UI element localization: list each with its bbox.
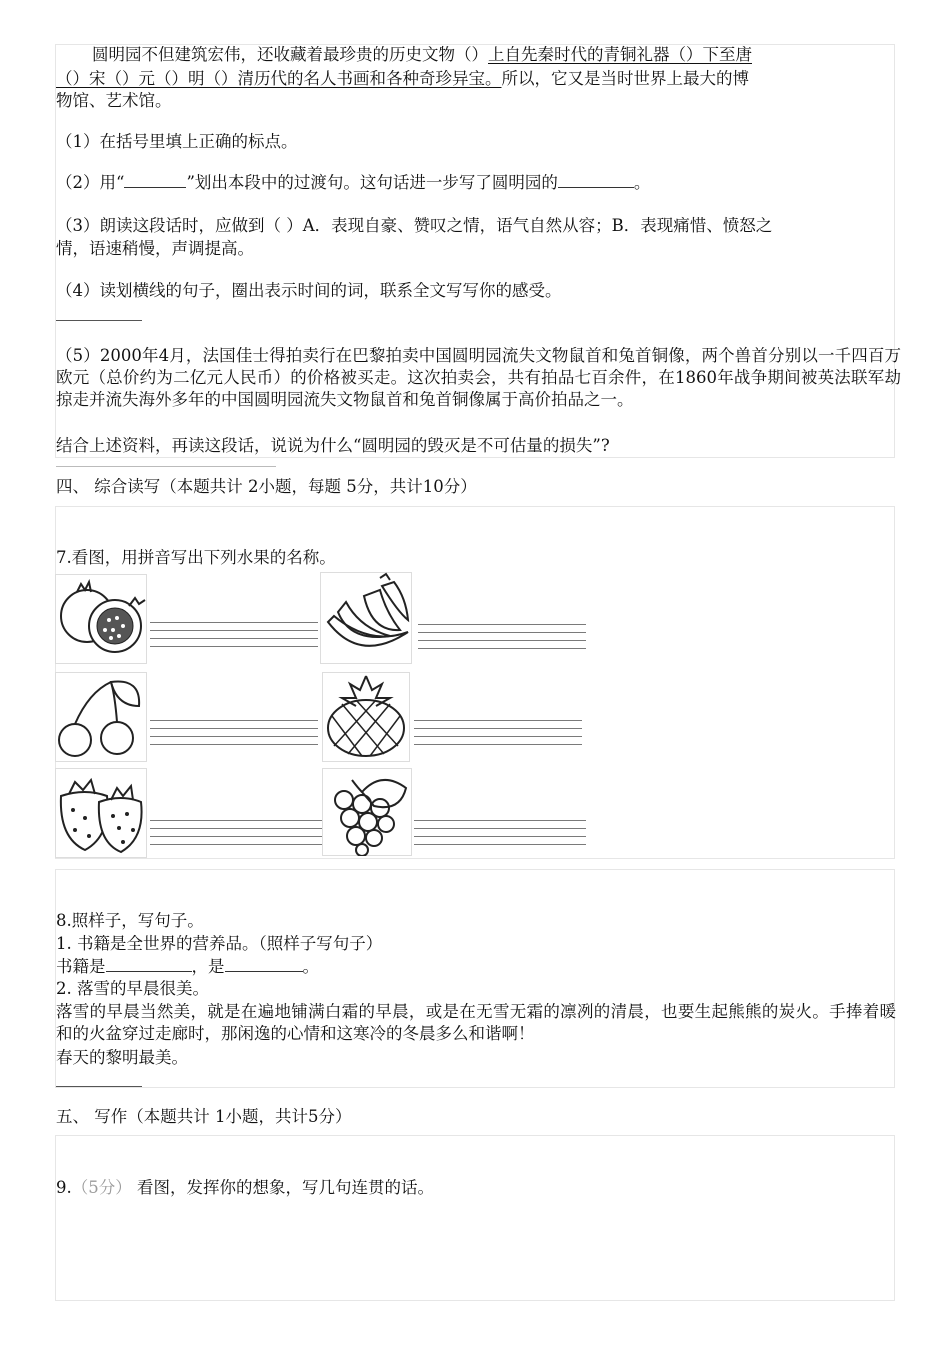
q6-sub3-line1: （3）朗读这段话时，应做到（ ）A．表现自豪、赞叹之情，语气自然从容；B．表现痛惜、愤怒之	[56, 216, 773, 235]
grapes-icon	[322, 768, 412, 856]
answer-lines-grapes[interactable]	[414, 820, 586, 852]
q8-answer-line[interactable]	[56, 1086, 142, 1087]
q8-blank1[interactable]	[106, 957, 192, 972]
answer-lines-pomegranate[interactable]	[150, 622, 318, 654]
q6-sub5-question: 结合上述资料，再读这段话，说说为什么“圆明园的毁灭是不可估量的损失”?	[56, 436, 610, 455]
q6-underlined-text: 上自先秦时代的青铜礼器（）下至唐	[488, 45, 752, 64]
q8-item1: 1. 书籍是全世界的营养品。（照样子写句子）	[56, 934, 383, 953]
q6-text: 所以，它又是当时世界上最大的博	[501, 69, 749, 88]
q6-answer-line[interactable]	[56, 320, 142, 321]
q8-text: 书籍是	[56, 957, 106, 976]
q6-sub2-blank1[interactable]	[124, 173, 186, 188]
answer-lines-cherry[interactable]	[150, 720, 318, 752]
q6-sub5: （5）2000年4月，法国佳士得拍卖行在巴黎拍卖中国圆明园流失文物鼠首和兔首铜像，两个兽首分别以一千四百万欧元（总价约为二亿元人民币）的价格被买走。这次拍卖会，共有拍品七百余件，在1860年战争期间被英法联军劫掠走并流失海外多年的中国圆明园流失文物鼠首和兔首铜像属于高价拍品之一。	[56, 346, 901, 409]
strawberry-icon	[55, 768, 147, 858]
q9-number: 9.	[56, 1178, 72, 1197]
q6-sub3-line2: 情，语速稍慢，声调提高。	[56, 239, 254, 258]
q6-sub2-text: ”划出本段中的过渡句。这句话进一步写了圆明园的	[186, 173, 558, 192]
q8-item2: 2. 落雪的早晨很美。	[56, 979, 209, 998]
q8-text: ，是	[191, 957, 225, 976]
q6-text: 圆明园不但建筑宏伟，还收藏着最珍贵的历史文物（）	[92, 45, 488, 64]
answer-lines-strawberry[interactable]	[150, 820, 322, 852]
q6-paragraph-line3: 物馆、艺术馆。	[56, 91, 172, 110]
q8-item2-prompt: 春天的黎明最美。	[56, 1048, 188, 1067]
q6-sub2-text: （2）用“	[56, 173, 125, 192]
pineapple-icon	[322, 672, 410, 762]
section-divider	[56, 466, 276, 467]
q8-text: 。	[302, 957, 319, 976]
q6-sub2-blank2[interactable]	[558, 173, 634, 188]
q8-blank2[interactable]	[225, 957, 303, 972]
question-9-box	[55, 1135, 895, 1301]
answer-lines-pineapple[interactable]	[414, 720, 582, 752]
banana-icon	[320, 572, 412, 664]
q6-sub4: （4）读划横线的句子，圈出表示时间的词，联系全文写写你的感受。	[56, 281, 562, 300]
q6-paragraph-line2	[56, 68, 749, 90]
pomegranate-icon	[55, 574, 147, 664]
section-5-title: 五、 写作（本题共计 1小题，共计5分）	[56, 1107, 352, 1126]
q8-title: 8.照样子，写句子。	[56, 911, 204, 930]
q6-paragraph-line1	[92, 44, 752, 66]
q6-sub2-text: 。	[633, 173, 651, 192]
section-4-title: 四、 综合读写（本题共计 2小题，每题 5分，共计10分）	[56, 477, 477, 496]
q6-sub1: （1）在括号里填上正确的标点。	[56, 132, 298, 151]
q6-underlined-text: （）宋（）元（）明（）清历代的名人书画和各种奇珍异宝。	[56, 69, 502, 88]
q8-item2-passage: 落雪的早晨当然美，就是在遍地铺满白霜的早晨，或是在无雪无霜的凛冽的清晨，也要生起熊熊的炭火。手捧着暖和的火盆穿过走廊时，那闲逸的心情和这寒冷的冬晨多么和谐啊！	[56, 1002, 896, 1043]
q8-item1-fill	[56, 956, 319, 978]
q9-score: （5分）	[71, 1178, 132, 1197]
q9-prompt	[56, 1177, 434, 1199]
answer-lines-banana[interactable]	[418, 624, 586, 656]
cherry-icon	[55, 672, 147, 762]
q6-sub2	[56, 172, 650, 194]
q9-text: 看图，发挥你的想象，写几句连贯的话。	[137, 1178, 434, 1197]
q7-title: 7.看图，用拼音写出下列水果的名称。	[56, 548, 336, 567]
